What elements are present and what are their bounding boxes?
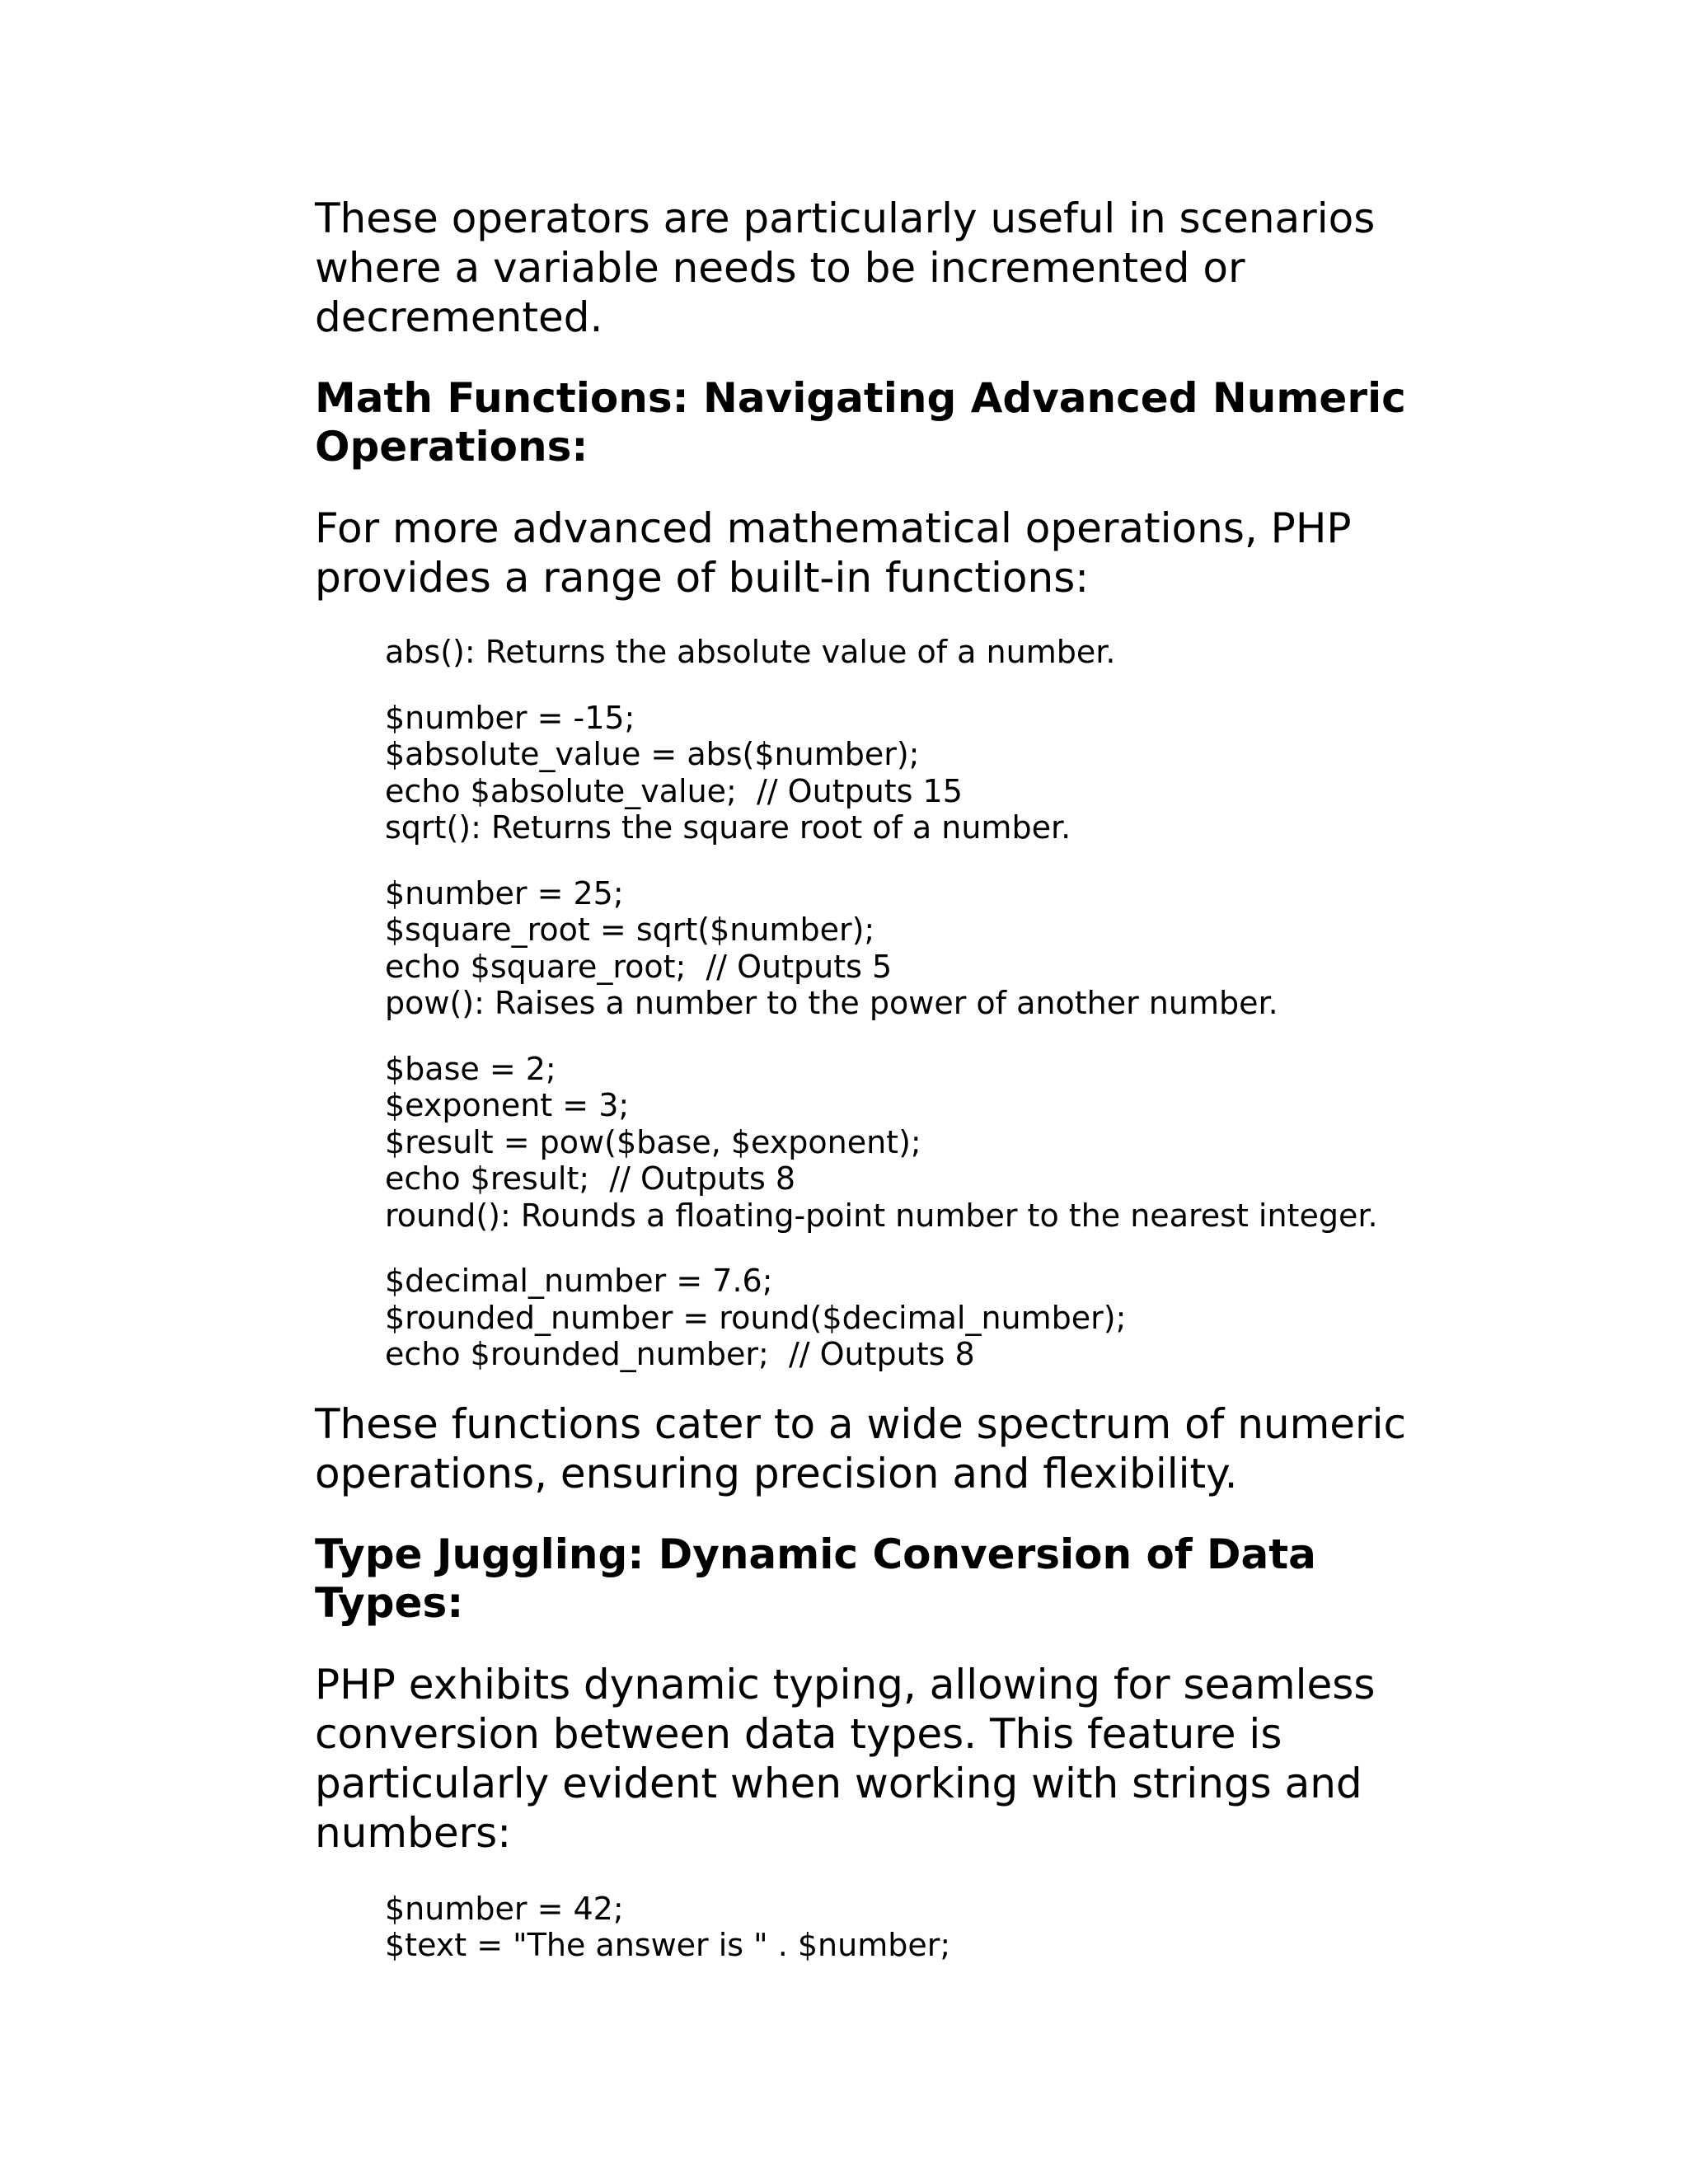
- code-line: $rounded_number = round($decimal_number);: [385, 1299, 1127, 1336]
- sqrt-description: sqrt(): Returns the square root of a number.: [385, 809, 1071, 846]
- code-line: $decimal_number = 7.6;: [385, 1263, 773, 1299]
- code-line: $number = 42;: [385, 1890, 624, 1927]
- math-functions-heading: Math Functions: Navigating Advanced Numeric Operations:: [315, 374, 1406, 471]
- pow-description: pow(): Raises a number to the power of another number.: [385, 985, 1278, 1021]
- code-line: $absolute_value = abs($number);: [385, 736, 920, 772]
- code-line: echo $result; // Outputs 8: [385, 1160, 796, 1197]
- math-functions-outro: These functions cater to a wide spectrum of numeric operations, ensuring precision and flexibility.: [315, 1399, 1406, 1497]
- code-line: $text = "The answer is " . $number;: [385, 1927, 951, 1963]
- code-line: echo $absolute_value; // Outputs 15: [385, 772, 963, 809]
- type-juggling-intro: PHP exhibits dynamic typing, allowing for seamless conversion between data types. This feature is particularly evident when working with strings and numbers:: [315, 1660, 1376, 1857]
- code-line: $number = -15;: [385, 699, 635, 736]
- type-juggling-heading: Type Juggling: Dynamic Conversion of Data Types:: [315, 1530, 1316, 1627]
- code-line: $square_root = sqrt($number);: [385, 912, 875, 948]
- code-line: $exponent = 3;: [385, 1087, 630, 1123]
- round-description: round(): Rounds a floating-point number to the nearest integer.: [385, 1197, 1378, 1234]
- code-line: echo $rounded_number; // Outputs 8: [385, 1336, 975, 1372]
- math-functions-intro: For more advanced mathematical operations, PHP provides a range of built-in functions:: [315, 504, 1352, 602]
- code-line: $base = 2;: [385, 1050, 556, 1087]
- math-functions-code-block: [385, 634, 1419, 1373]
- page-content: [315, 194, 1419, 1964]
- code-line: $result = pow($base, $exponent);: [385, 1123, 921, 1160]
- code-line: echo $square_root; // Outputs 5: [385, 948, 893, 985]
- code-line: $number = 25;: [385, 874, 624, 912]
- intro-paragraph: These operators are particularly useful in scenarios where a variable needs to be incremented or decremented.: [315, 194, 1376, 341]
- type-juggling-code-block: [385, 1891, 1419, 1964]
- abs-description: abs(): Returns the absolute value of a number.: [385, 634, 1116, 670]
